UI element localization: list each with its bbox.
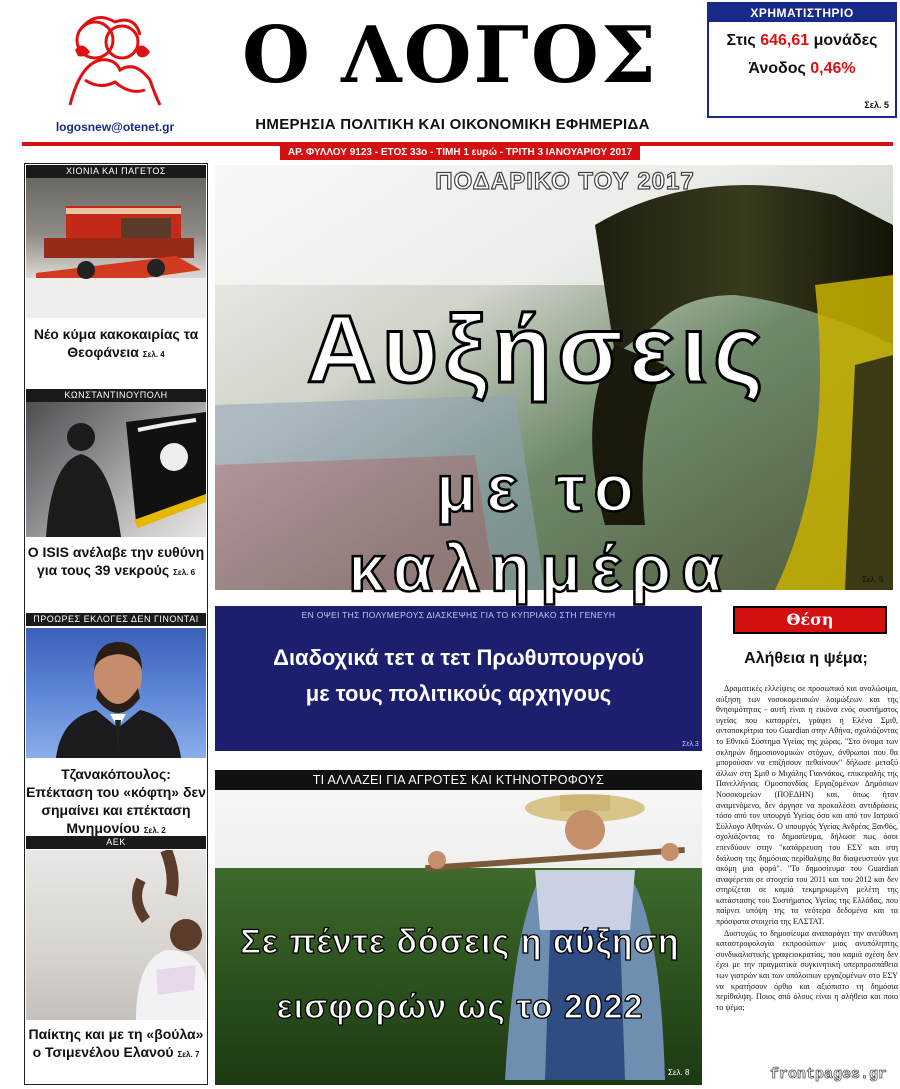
cyprus-story-page-ref: Σελ.3 (682, 741, 699, 748)
sidebar-item-2-caption[interactable] (26, 543, 206, 582)
column-label: Θέση (733, 606, 887, 634)
market-page-ref: Σελ. 5 (864, 100, 889, 110)
sidebar-item-1-caption-text: Νέο κύμα κακοκαιρίας τα Θεοφάνεια (33, 326, 199, 360)
sidebar-item-3-header: ΠΡΟΩΡΕΣ ΕΚΛΟΓΕΣ ΔΕΝ ΓΙΝΟΝΤΑΙ (26, 613, 206, 626)
sidebar-item-2-header: ΚΩΝΣΤΑΝΤΙΝΟΥΠΟΛΗ (26, 389, 206, 402)
source-watermark: frontpages.gr (770, 1066, 888, 1083)
newspaper-title: Ο ΛΟΓΟΣ (241, 10, 659, 101)
column-paragraph: Δυστυχώς το δημοσίευμα αναπαράγει την ανεύθυνη καταστροφολογία εκπροσώπων μιας ανυπόληπτης συνδικαλιστικής γραφειοκρατίας, που καμιά σχέση δεν έχει με την πραγματικά συγκινητική υπερπροσπάθεια των γιατρών και των υπόλοιπων εργαζομένων στο ΕΣΥ να κρατήσουν όρθιο και αξιόπιστο τη δημόσια περίθαλψη. Ποιος από όλους είναι η αλήθεια και ποιο το ψέμα; (716, 928, 898, 1012)
column-body (716, 684, 898, 1014)
column-title[interactable]: Αλήθεια η ψέμα; (744, 650, 868, 667)
sidebar-item-1-header: ΧΙΟΝΙΑ ΚΑΙ ΠΑΓΕΤΟΣ (26, 165, 206, 178)
sidebar-item-3-caption[interactable] (26, 765, 206, 840)
hero-headline-line1[interactable]: Αυξήσεις (306, 296, 770, 403)
market-change-value: 0,46% (810, 60, 856, 77)
issue-line: ΑΡ. ΦΥΛΛΟΥ 9123 - ΕΤΟΣ 33ο - ΤΙΜΗ 1 ευρώ - ΤΡΙΤΗ 3 ΙΑΝΟΥΑΡΙΟΥ 2017 (280, 145, 640, 160)
sidebar-item-3-page: Σελ. 2 (143, 826, 166, 835)
sidebar-item-1-page: Σελ. 4 (142, 350, 165, 359)
sidebar-item-3-photo[interactable] (26, 628, 206, 758)
basketball-player-icon (26, 850, 206, 1020)
column-paragraph: Δραματικές ελλείψεις σε προσωπικό και αναλώσιμα, αύξηση των νοσοκομειακών λοιμώξεων και της θνησιμότητας - αυτή είναι η εικόνα ενός συστήματος υγείας που καταρρέει, γράφει η Ελένα Σμιθ, ανταποκρίτρια του Guardian στην Αθήνα, σχολιάζοντας το Εθνικό Σύστημα Υγείας της χώρας. "Στο όνομα των σκληρών δημοσιονομικών στόχων, άνθρωποι που θα μπορούσαν να επιζήσουν πεθαίνουν" δήλωσε μεταξύ άλλων στη Σμιθ ο Μιχάλης Γιαννάκος, επικεφαλής της Πανελλήνιας Ομοσπονδίας Εργαζομένων Δημόσιων Νοσοκομείων (ΠΟΕΔΗΝ) και, όπως ήταν αναμενόμενο, δεν άργησε να προκαλέσει αντιδράσεις τόσο από τον υπουργό Υγείας όσο και από τον Ιατρικό Σύλλογο Αθηνών. Ο υπουργός Υγείας Ανδρέας Ξανθός, σχολιάζοντας το δημοσίευμα, δήλωσε πως όσοι επενδύουν στην "κατάρρευση του ΕΣΥ και στη διάλυση της δημόσιας περίθαλψης θα διαψευστούν για ακόμη μια φορά". "Το δημοσίευμα του Guardian αναφέρεται σε στοιχεία του 2011 και του 2012 και δεν στηρίζεται σε καμιά τεκμηριωμένη μελέτη της κατάστασης του Συστήματος Υγείας της Ελλάδας, που παίρνει υπόψη της τα νεότερα δεδομένα και τα πρόσφατα στοιχεία της ΕΛΣΤΑΤ. (716, 684, 898, 927)
market-index-line (709, 32, 895, 50)
logo-figures-icon (40, 10, 180, 120)
sidebar-item-3-caption-text: Τζανακόπουλος: Επέκταση του «κόφτη» δεν σημαίνει και επέκταση Μνημονίου (26, 766, 206, 836)
stock-market-box[interactable] (707, 2, 897, 118)
sidebar-item-1-caption[interactable] (26, 325, 206, 364)
cyprus-story-headline-line1: Διαδοχικά τετ α τετ Πρωθυπουργού (273, 645, 644, 670)
market-change-line (709, 60, 895, 78)
sidebar-item-4-caption-text: Παίκτης και με τη «βούλα» ο Τσιμενέλου Ελανού (28, 1026, 204, 1060)
sidebar-item-2-photo[interactable] (26, 402, 206, 537)
logo (22, 6, 197, 118)
hero-kicker: ΠΟΔΑΡΙΚΟ ΤΟΥ 2017 (435, 168, 695, 195)
cyprus-story-kicker: ΕΝ ΟΨΕΙ ΤΗΣ ΠΟΛΥΜΕΡΟΥΣ ΔΙΑΣΚΕΨΗΣ ΓΙΑ ΤΟ ΚΥΠΡΙΑΚΟ ΣΤΗ ΓΕΝΕΥΗ (301, 610, 616, 620)
farmers-story-page-ref: Σελ. 8 (668, 1068, 690, 1077)
politician-portrait-icon (26, 628, 206, 758)
farmers-story-band: ΤΙ ΑΛΛΑΖΕΙ ΓΙΑ ΑΓΡΟΤΕΣ ΚΑΙ ΚΤΗΝΟΤΡΟΦΟΥΣ (215, 770, 702, 790)
sidebar-item-2-caption-text: Ο ISIS ανέλαβε την ευθύνη για τους 39 νεκρούς (27, 544, 205, 578)
sidebar-item-2-page: Σελ. 6 (173, 568, 196, 577)
hero-page-ref: Σελ. 5 (862, 575, 884, 584)
cyprus-story-headline-line2: με τους πολιτικούς αρχηγους (305, 681, 612, 706)
contact-email[interactable]: logosnew@otenet.gr (55, 120, 175, 134)
sidebar-item-4-caption[interactable] (26, 1025, 206, 1064)
market-header: ΧΡΗΜΑΤΙΣΤΗΡΙΟ (709, 4, 895, 22)
snowplow-truck-icon (26, 178, 206, 318)
sidebar-item-4-photo[interactable] (26, 850, 206, 1020)
farmers-story-headline-line1[interactable]: Σε πέντε δόσεις η αύξηση (240, 923, 680, 961)
sidebar-item-4-page: Σελ. 7 (177, 1050, 200, 1059)
militants-flag-icon (26, 402, 206, 537)
market-change-prefix: Άνοδος (748, 60, 811, 77)
sidebar-item-4-header: ΑΕΚ (26, 836, 206, 849)
hero-headline-line2[interactable]: με το καλημέρα (348, 451, 732, 605)
market-index-value: 646,61 (760, 32, 810, 49)
market-index-suffix: μονάδες (809, 32, 878, 49)
newspaper-subtitle: ΗΜΕΡΗΣΙΑ ΠΟΛΙΤΙΚΗ ΚΑΙ ΟΙΚΟΝΟΜΙΚΗ ΕΦΗΜΕΡΙΔΑ (255, 116, 650, 133)
market-index-prefix: Στις (726, 32, 761, 49)
cyprus-story-headline[interactable] (220, 640, 697, 712)
sidebar-item-1-photo[interactable] (26, 178, 206, 318)
farmers-story-headline-line2[interactable]: εισφορών ως το 2022 (276, 988, 644, 1026)
